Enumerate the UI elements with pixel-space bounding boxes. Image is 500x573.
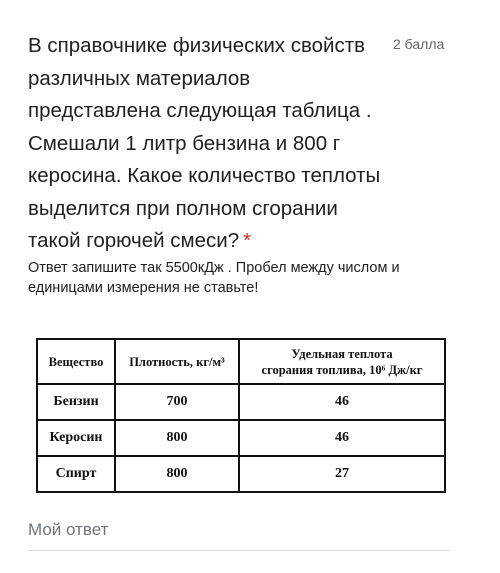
cell-density: 800 <box>115 456 239 492</box>
table-row <box>37 384 445 420</box>
header-heat <box>239 339 445 384</box>
cell-heat: 46 <box>239 420 445 456</box>
required-asterisk: * <box>243 229 252 252</box>
cell-substance: Спирт <box>37 456 115 492</box>
question-text-block <box>28 30 388 258</box>
cell-density: 800 <box>115 420 239 456</box>
answer-input-underline <box>28 550 450 551</box>
header-heat-line1: Удельная теплота <box>291 346 393 361</box>
header-density: Плотность, кг/м³ <box>115 339 239 384</box>
table-row <box>37 456 445 492</box>
table-row <box>37 420 445 456</box>
table-header-row <box>37 339 445 384</box>
answer-input[interactable]: Мой ответ <box>28 520 109 539</box>
cell-heat: 46 <box>239 384 445 420</box>
cell-substance: Керосин <box>37 420 115 456</box>
points-label: 2 балла <box>393 36 445 52</box>
cell-heat: 27 <box>239 456 445 492</box>
question-text: В справочнике физических свойств различных материалов представлена следующая таблица . Смешали 1 литр бензина и 800 г керосина. Какое количество теплоты выделится при полном сгорании такой горючей смеси? <box>28 34 381 252</box>
header-substance: Вещество <box>37 339 115 384</box>
cell-density: 700 <box>115 384 239 420</box>
answer-hint: Ответ запишите так 5500кДж . Пробел между числом и единицами измерения не ставьте! <box>28 260 400 296</box>
header-heat-line2: сгорания топлива, 10⁶ Дж/кг <box>261 362 423 377</box>
cell-substance: Бензин <box>37 384 115 420</box>
properties-table <box>36 338 446 493</box>
